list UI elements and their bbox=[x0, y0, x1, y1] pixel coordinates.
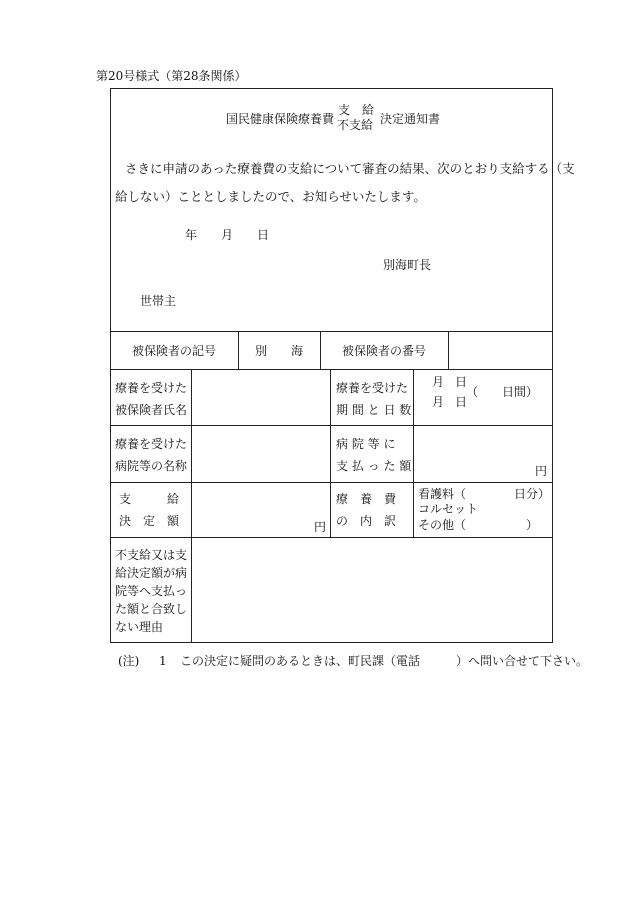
note-number: 1 bbox=[159, 654, 167, 668]
breakdown-other: その他（ ） bbox=[418, 518, 539, 532]
col-line bbox=[238, 331, 239, 369]
patient-name-label-2: 被保険者氏名 bbox=[115, 403, 188, 417]
date-day: 日 bbox=[257, 228, 270, 242]
reason-line-1: 不支給又は支 bbox=[115, 548, 188, 562]
recipient: 世帯主 bbox=[140, 294, 177, 308]
date-year: 年 bbox=[185, 228, 198, 242]
period-days: （ 日間） bbox=[466, 385, 539, 399]
patient-name-field[interactable] bbox=[192, 370, 330, 425]
period-day-1: 日 bbox=[455, 375, 468, 389]
insured-symbol-value: 別 海 bbox=[255, 344, 304, 358]
title-suffix: 決定通知書 bbox=[380, 112, 441, 126]
decision-unit: 円 bbox=[314, 520, 327, 534]
body-line-1: さきに申請のあった療養費の支給について審査の結果、次のとおり支給する（支 bbox=[125, 161, 575, 176]
reason-line-2: 給決定額が病 bbox=[115, 566, 188, 580]
col-line bbox=[320, 331, 321, 369]
body-line-2: 給しない）こととしましたので、お知らせいたします。 bbox=[115, 189, 426, 204]
insured-number-label: 被保険者の番号 bbox=[342, 344, 427, 358]
breakdown-label-1: 療 養 費 bbox=[336, 492, 397, 506]
paid-unit: 円 bbox=[535, 464, 548, 478]
paid-label-1: 病 院 等 に bbox=[336, 437, 396, 451]
insured-symbol-label: 被保険者の記号 bbox=[132, 344, 217, 358]
reason-line-4: た額と合致し bbox=[115, 602, 188, 616]
reason-field[interactable] bbox=[192, 538, 552, 642]
hospital-label-2: 病院等の名称 bbox=[115, 459, 188, 473]
row-line-2 bbox=[110, 425, 553, 426]
note-label: (注) bbox=[118, 654, 140, 668]
period-label-1: 療養を受けた bbox=[336, 381, 409, 395]
reason-line-5: ない理由 bbox=[115, 620, 164, 634]
hospital-label-1: 療養を受けた bbox=[115, 437, 188, 451]
title-option-nopay: 不支給 bbox=[337, 118, 374, 132]
form-number: 第20号様式（第28条関係） bbox=[96, 69, 247, 83]
decision-label-2: 決 定 額 bbox=[119, 514, 180, 528]
decision-label-1: 支 給 bbox=[119, 492, 180, 506]
row-line-3 bbox=[110, 482, 553, 483]
period-month-2: 月 bbox=[432, 395, 445, 409]
breakdown-label-2: の 内 訳 bbox=[336, 514, 397, 528]
breakdown-corset: コルセット bbox=[418, 502, 479, 516]
hospital-name-field[interactable] bbox=[192, 426, 330, 482]
issuer: 別海町長 bbox=[383, 258, 432, 272]
period-month-1: 月 bbox=[432, 375, 445, 389]
period-day-2: 日 bbox=[455, 395, 468, 409]
title-prefix: 国民健康保険療養費 bbox=[226, 112, 335, 126]
paid-label-2: 支 払 っ た 額 bbox=[336, 459, 412, 473]
insured-number-field[interactable] bbox=[449, 332, 552, 369]
row-line-1 bbox=[110, 369, 553, 370]
period-label-2: 期 間 と 日 数 bbox=[336, 403, 412, 417]
patient-name-label-1: 療養を受けた bbox=[115, 381, 188, 395]
breakdown-nursing: 看護料（ 日分） bbox=[418, 487, 551, 501]
date-month: 月 bbox=[221, 228, 234, 242]
note-text: この決定に疑問のあるときは、町民課（電話 ）へ問い合せて下さい。 bbox=[180, 654, 589, 668]
title-option-pay: 支 給 bbox=[338, 103, 375, 117]
mid-col-line bbox=[330, 369, 331, 537]
mid-col-line-2 bbox=[413, 369, 414, 537]
reason-line-3: 院等へ支払っ bbox=[115, 584, 188, 598]
